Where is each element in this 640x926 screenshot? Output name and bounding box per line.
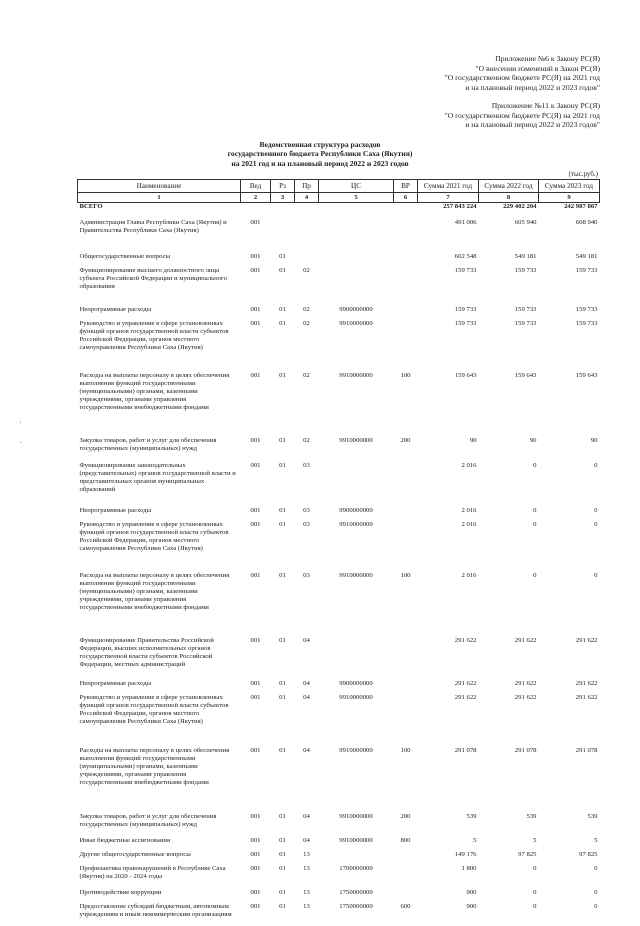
title-line: на 2021 год и на плановый период 2022 и 2023 годов [231,158,409,168]
cell-sum-2023: 0 [594,506,598,514]
appendix-line: Приложение №11 к Закону РС(Я) [491,101,600,110]
cell-rz: 01 [279,836,286,844]
cell-ved [241,203,271,219]
cell-sum-2023: 90 [590,436,598,444]
table-row [78,903,600,926]
cell-vr [394,462,418,507]
cell-sum-2022: 0 [533,888,537,896]
cell-cs: 9910000000 [339,319,373,327]
cell-rz: 01 [279,679,286,687]
cell-vr [394,521,418,572]
cell-vr [394,320,418,372]
cell-sum-2021: 2 016 [461,506,477,514]
header-rz: Рз [271,180,295,193]
cell-ved: 001 [250,571,261,579]
cell-name: Профилактика правонарушений в Республике Саха (Якутия) на 2020 - 2024 годы [79,864,226,880]
cell-sum-2022: 291 622 [514,693,537,701]
cell-sum-2022: 0 [533,520,537,528]
cell-pr: 02 [303,305,310,313]
cell-sum-2023: 291 622 [575,693,598,701]
cell-name: Руководство и управление в сфере установленных функций органов государственной власти субъектов Российской Федерации, органов местного самоуправления Республики Саха (Якутия) [79,319,229,352]
table-row [78,437,600,462]
cell-cs [319,267,394,306]
table-row [78,747,600,813]
cell-rz: 01 [279,305,286,313]
cell-sum-2021: 149 176 [454,850,477,858]
cell-vr: 100 [400,746,411,754]
cell-sum-2022: 291 078 [514,746,537,754]
cell-ved: 001 [250,461,261,469]
cell-rz: 01 [279,371,286,379]
cell-sum-2021: 159 733 [454,319,477,327]
cell-ved: 001 [250,850,261,858]
cell-pr: 04 [303,812,310,820]
cell-cs: 1700000000 [339,864,373,872]
appendix-note-11 [445,101,600,130]
cell-ved: 001 [250,864,261,872]
cell-cs [319,203,394,219]
title-line: государственного бюджета Республики Саха (Якутия) [227,149,413,159]
cell-sum-2021: 2 016 [461,520,477,528]
cell-ved: 001 [250,693,261,701]
appendix-line: "О внесении изменений в Закон РС(Я) [475,63,600,73]
cell-name: Функционирование законодательных (представительных) органов государственной власти и представительных органов муниципальных образований [79,461,236,494]
cell-ved: 001 [250,902,261,910]
cell-sum-2023: 159 643 [575,371,598,379]
cell-sum-2022: 0 [533,461,537,469]
table-row [78,837,600,851]
cell-sum-2023: 291 078 [575,746,598,754]
header-pr: Пр [295,180,319,193]
cell-cs: 9900000000 [339,679,373,687]
cell-vr [394,306,418,320]
cell-name: Функционирование высшего должностного лица субъекта Российской Федерации и муниципального образования [79,266,227,290]
cell-rz: 01 [279,864,286,872]
cell-name: Руководство и управление в сфере установленных функций органов государственной власти субъектов Российской Федерации, органов местного самоуправления Республики Саха (Якутия) [79,693,229,726]
cell-sum-2022: 0 [533,506,537,514]
cell-sum-2021: 90 [469,436,477,444]
cell-sum-2022: 539 [526,812,537,820]
cell-pr: 04 [303,679,310,687]
appendix-line: "О государственном бюджете РС(Я) на 2021 год [444,110,600,120]
cell-name: Закупка товаров, работ и услуг для обеспечения государственных (муниципальных) нужд [79,436,217,452]
table-row [78,889,600,903]
cell-vr [394,637,418,680]
table-row [78,572,600,637]
cell-sum-2022: 0 [533,902,537,910]
cell-rz: 01 [279,888,286,896]
cell-sum-2022: 605 940 [514,218,537,226]
cell-ved: 001 [250,746,261,754]
cell-pr: 02 [303,266,310,274]
column-number: 3 [271,193,295,203]
cell-pr [295,253,319,267]
table-row [78,267,600,306]
appendix-line: "О государственном бюджете РС(Я) на 2021 год [444,73,600,83]
cell-sum-2023: 159 733 [575,266,598,274]
cell-rz: 01 [279,746,286,754]
column-number: 5 [319,193,394,203]
cell-sum-2021: 159 643 [454,371,477,379]
header-ved: Вед [241,180,271,193]
cell-sum-2021: 291 622 [454,693,477,701]
cell-pr: 02 [303,319,310,327]
header-sum-2022: Сумма 2022 год [479,180,539,193]
cell-pr: 04 [303,636,310,644]
cell-pr: 13 [303,864,310,872]
cell-vr [394,219,418,253]
cell-pr: 03 [303,520,310,528]
table-row [78,306,600,320]
cell-sum-2021: 291 078 [454,746,477,754]
cell-rz: 01 [279,693,286,701]
cell-cs: 9910000000 [339,693,373,701]
cell-cs: 9910000000 [339,746,373,754]
cell-sum-2021: 5 [473,836,477,844]
cell-sum-2022: 159 733 [514,319,537,327]
cell-cs: 9910000000 [339,836,373,844]
cell-sum-2023: 97 825 [579,850,598,858]
cell-pr: 03 [303,506,310,514]
cell-ved: 001 [250,679,261,687]
cell-sum-2021: 291 622 [454,679,477,687]
cell-vr [394,680,418,694]
cell-vr [394,507,418,521]
table-header-row [78,180,600,193]
cell-cs [319,253,394,267]
cell-cs: 9910000000 [339,371,373,379]
table-row [78,320,600,372]
document-title [0,140,640,168]
cell-rz: 01 [279,520,286,528]
cell-cs: 9900000000 [339,506,373,514]
cell-name: Предоставление субсидий бюджетным, автономным учреждениям и иным некоммерческим организациям [79,902,232,918]
cell-sum-2022: 291 622 [514,679,537,687]
cell-cs: 9910000000 [339,436,373,444]
cell-cs [319,851,394,865]
cell-ved: 001 [250,218,261,226]
table-row [78,521,600,572]
cell-pr: 04 [303,693,310,701]
cell-sum-2022: 291 622 [514,636,537,644]
cell-rz: 01 [279,850,286,858]
table-row [78,203,600,219]
table-row [78,694,600,747]
cell-sum-2023: 0 [594,888,598,896]
cell-sum-2023: 291 622 [575,679,598,687]
header-cs: ЦС [319,180,394,193]
cell-name: Общегосударственные вопросы [79,252,171,260]
appendix-line: и на плановый период 2022 и 2023 годов" [465,120,600,130]
cell-name: ВСЕГО [79,203,103,210]
cell-name: Руководство и управление в сфере установленных функций органов государственной власти субъектов Российской Федерации, органов местного самоуправления Республики Саха (Якутия) [79,520,229,553]
cell-rz: 01 [279,902,286,910]
cell-vr: 100 [400,571,411,579]
cell-sum-2023: 242 987 867 [564,203,598,210]
unit-label: (тыс.руб.) [568,170,598,178]
cell-sum-2021: 491 006 [454,218,477,226]
cell-sum-2021: 2 016 [461,571,477,579]
cell-pr [295,203,319,219]
table-row [78,637,600,680]
cell-sum-2021: 1 800 [461,864,477,872]
cell-cs: 9900000000 [339,305,373,313]
cell-pr: 02 [303,436,310,444]
cell-sum-2021: 159 733 [454,266,477,274]
cell-name: Непрограммные расходы [79,305,152,313]
cell-vr: 800 [400,836,411,844]
cell-ved: 001 [250,305,261,313]
cell-ved: 001 [250,266,261,274]
appendix-note-6 [445,54,600,92]
cell-sum-2022: 0 [533,571,537,579]
cell-cs: 9910000000 [339,812,373,820]
cell-rz: 01 [279,506,286,514]
cell-vr: 100 [400,371,411,379]
cell-ved: 001 [250,520,261,528]
cell-ved: 001 [250,506,261,514]
cell-ved: 001 [250,636,261,644]
appendix-line: и на плановый период 2022 и 2023 годов" [465,82,600,92]
cell-name: Расходы на выплаты персоналу в целях обеспечения выполнения функций государственными (муниципальными) органами, казенными учреждениями, органами управления государственными внебюджетными фондами [79,371,230,412]
cell-sum-2023: 291 622 [575,636,598,644]
cell-ved: 001 [250,319,261,327]
cell-rz: 01 [279,436,286,444]
cell-ved: 001 [250,812,261,820]
header-sum-2023: Сумма 2023 год [539,180,600,193]
column-number: 8 [479,193,539,203]
cell-ved: 001 [250,252,261,260]
margin-mark: ' [20,420,22,429]
cell-name: Иные бюджетные ассигнования [79,836,171,844]
cell-sum-2023: 608 940 [575,218,598,226]
cell-name: Противодействие коррупции [79,888,162,896]
table-row [78,865,600,889]
cell-sum-2023: 0 [594,902,598,910]
cell-sum-2023: 5 [594,836,598,844]
cell-sum-2022: 90 [529,436,537,444]
table-row [78,680,600,694]
column-number: 4 [295,193,319,203]
cell-pr: 04 [303,836,310,844]
cell-name: Расходы на выплаты персоналу в целях обеспечения выполнения функций государственными (муниципальными) органами, казенными учреждениями, органами управления государственными внебюджетными фондами [79,571,230,612]
cell-name: Закупка товаров, работ и услуг для обеспечения государственных (муниципальных) нужд [79,812,217,828]
cell-vr: 200 [400,812,411,820]
column-number: 7 [418,193,479,203]
header-vr: ВР [394,180,418,193]
cell-sum-2022: 159 643 [514,371,537,379]
cell-pr: 13 [303,902,310,910]
cell-vr [394,203,418,219]
margin-mark: . [20,436,22,445]
cell-rz [271,219,295,253]
table-row [78,851,600,865]
cell-cs [319,462,394,507]
table-row [78,253,600,267]
cell-sum-2023: 549 181 [575,252,598,260]
cell-sum-2022: 0 [533,864,537,872]
cell-vr [394,865,418,889]
cell-cs: 1750000000 [339,888,373,896]
cell-sum-2023: 0 [594,461,598,469]
cell-sum-2021: 900 [466,888,477,896]
cell-name: Непрограммные расходы [79,679,152,687]
cell-pr: 13 [303,850,310,858]
cell-pr [295,219,319,253]
cell-vr [394,253,418,267]
cell-vr [394,267,418,306]
cell-sum-2023: 0 [594,520,598,528]
expenditure-table [77,179,600,926]
cell-sum-2022: 97 825 [518,850,537,858]
cell-vr: 200 [400,436,411,444]
appendix-line: Приложение №6 к Закону РС(Я) [495,54,600,63]
cell-vr [394,851,418,865]
cell-name: Функционирование Правительства Российской Федерации, высших исполнительных органов государственной власти субъектов Российской Федерации, местных администраций [79,636,214,669]
cell-sum-2021: 159 733 [454,305,477,313]
cell-ved: 001 [250,888,261,896]
cell-pr: 13 [303,888,310,896]
cell-sum-2022: 549 181 [514,252,537,260]
cell-rz: 01 [279,319,286,327]
cell-cs: 1750000000 [339,902,373,910]
cell-sum-2023: 0 [594,571,598,579]
cell-rz: 01 [279,252,286,260]
cell-pr: 03 [303,461,310,469]
column-number: 1 [78,193,241,203]
cell-sum-2021: 539 [466,812,477,820]
cell-ved: 001 [250,836,261,844]
cell-rz [271,203,295,219]
cell-sum-2022: 229 402 204 [503,203,537,210]
cell-pr: 03 [303,571,310,579]
header-sum-2021: Сумма 2021 год [418,180,479,193]
cell-rz: 01 [279,266,286,274]
cell-ved: 001 [250,371,261,379]
cell-name: Администрация Главы Республики Саха (Якутия) и Правительства Республики Саха (Якутия) [79,218,227,234]
cell-name: Другие общегосударственные вопросы [79,850,191,858]
table-row [78,507,600,521]
cell-rz: 01 [279,812,286,820]
cell-name: Непрограммные расходы [79,506,152,514]
header-name: Наименование [78,180,241,193]
cell-sum-2023: 159 733 [575,319,598,327]
cell-pr: 04 [303,746,310,754]
cell-rz: 01 [279,461,286,469]
cell-sum-2021: 602 548 [454,252,477,260]
cell-cs [319,219,394,253]
table-row [78,462,600,507]
cell-rz: 01 [279,636,286,644]
cell-sum-2023: 539 [587,812,598,820]
cell-sum-2021: 900 [466,902,477,910]
cell-pr: 02 [303,371,310,379]
cell-cs [319,637,394,680]
cell-sum-2022: 159 733 [514,266,537,274]
cell-ved: 001 [250,436,261,444]
title-line: Ведомственная структура расходов [259,140,381,149]
cell-sum-2023: 159 733 [575,305,598,313]
cell-name: Расходы на выплаты персоналу в целях обеспечения выполнения функций государственными (муниципальными) органами, казенными учреждениями, органами управления государственными внебюджетными фондами [79,746,230,787]
cell-cs: 9910000000 [339,571,373,579]
cell-sum-2022: 159 733 [514,305,537,313]
column-number: 2 [241,193,271,203]
column-number-row [78,193,600,203]
cell-vr [394,889,418,903]
column-number: 6 [394,193,418,203]
cell-sum-2021: 291 622 [454,636,477,644]
cell-sum-2022: 5 [533,836,537,844]
cell-vr [394,694,418,747]
cell-sum-2021: 2 016 [461,461,477,469]
cell-rz: 01 [279,571,286,579]
table-row [78,372,600,437]
cell-cs: 9910000000 [339,520,373,528]
column-number: 9 [539,193,600,203]
cell-vr: 600 [400,902,411,910]
cell-sum-2021: 257 843 224 [443,203,477,210]
table-row [78,813,600,837]
cell-sum-2023: 0 [594,864,598,872]
table-row [78,219,600,253]
